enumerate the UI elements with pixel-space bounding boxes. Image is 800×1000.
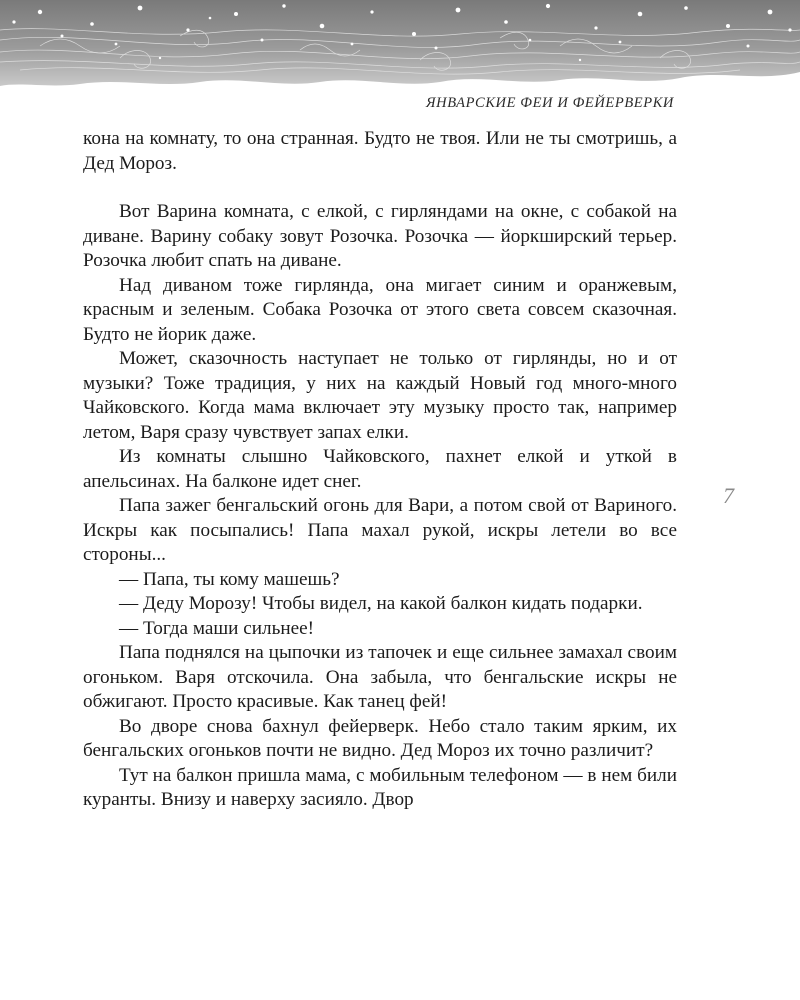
paragraph: Папа поднялся на цыпочки из тапочек и еще сильнее замахал своим огоньком. Варя отскочила. Она забыла, что бенгальские искры не обжигают. Просто красивые. Как танец фей! (83, 642, 677, 712)
decorative-snow-header (0, 0, 800, 92)
body-text (83, 127, 677, 813)
dialogue-line: — Деду Морозу! Чтобы видел, на какой балкон кидать подарки. (119, 593, 643, 614)
paragraph: Тут на балкон пришла мама, с мобильным телефоном — в нем били куранты. Внизу и наверху засияло. Двор (83, 764, 677, 810)
paragraph: Папа зажег бенгальский огонь для Вари, а потом свой от Вариного. Искры как посыпались! Папа махал рукой, искры летели во все стороны... (83, 495, 677, 565)
snow-swirl-illustration (0, 0, 800, 92)
paragraph: Во дворе снова бахнул фейерверк. Небо стало таким ярким, их бенгальских огоньков почти не видно. Дед Мороз их точно различит? (83, 715, 677, 761)
dialogue-line: — Тогда маши сильнее! (119, 617, 315, 639)
paragraph: Над диваном тоже гирлянда, она мигает синим и оранжевым, красным и зеленым. Собака Розочка от этого света совсем сказочная. Будто не йорик даже. (83, 274, 677, 345)
page-number: 7 (723, 483, 734, 508)
paragraph: Из комнаты слышно Чайковского, пахнет елкой и уткой в апельсинах. На балконе идет снег. (83, 446, 677, 492)
paragraph: Вот Варина комната, с елкой, с гирляндами на окне, с собакой на диване. Варину собаку зовут Розочка. Розочка — йоркширский терьер. Розочка любит спать на диване. (83, 201, 677, 271)
running-title: ЯНВАРСКИЕ ФЕИ И ФЕЙЕРВЕРКИ (426, 95, 674, 111)
dialogue-line: — Папа, ты кому машешь? (119, 568, 340, 590)
paragraph: кона на комнату, то она странная. Будто не твоя. Или не ты смотришь, а Дед Мороз. (83, 128, 677, 174)
paragraph: Может, сказочность наступает не только от гирлянды, но и от музыки? Тоже традиция, у них на каждый Новый год много-много Чайковского. Когда мама включает эту музыку просто так, например летом, Варя сразу чувствует запах елки. (83, 348, 677, 443)
